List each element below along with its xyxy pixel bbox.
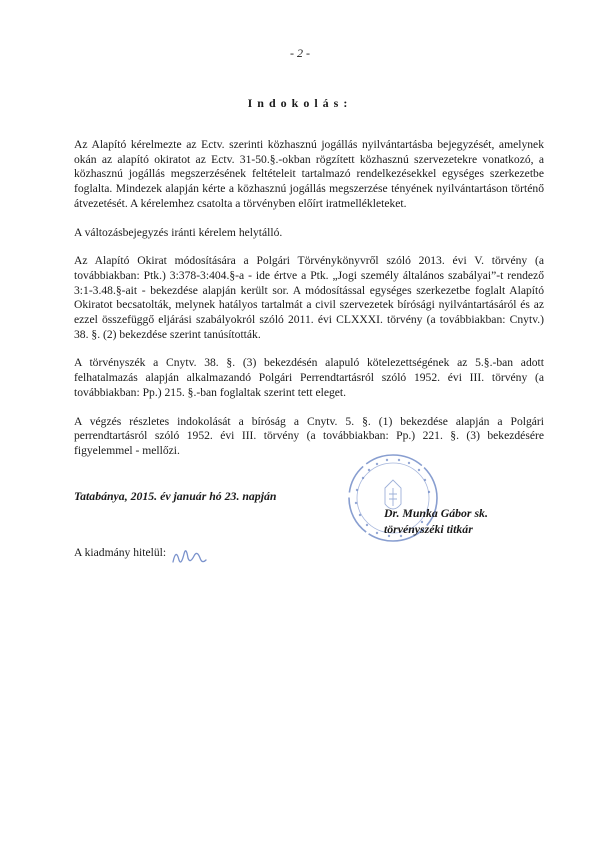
place-and-date: Tatabánya, 2015. év január hó 23. napján: [74, 489, 277, 503]
section-heading: Indokolás:: [247, 96, 353, 110]
paragraph-3: Az Alapító Okirat módosítására a Polgári Törvénykönyvről szóló 2013. évi V. törvény (a továbbiakban: Ptk.) 3:378-3:404.§-a - ide értve a Ptk. „Jogi személy általános szabályai”-t rendező 3:1-3.48.§-ait - bekezdése alapján került sor. A módosítással egységes szerkezetbe foglalt Alapító Okiratot becsatolták, melynek hatályos tartalmát a civil szervezetek bírósági nyilvántartásáról és az ezzel összefüggő eljárási szabályokról szóló 2011. évi CLXXXI. törvény (a továbbiakban: Cnytv.) 38. §. (2) bekezdése szerint tanúsították.: [74, 254, 544, 341]
paragraph-5: A végzés részletes indokolását a bíróság a Cnytv. 5. §. (1) bekezdése alapján a Polgári perrendtartásról szóló 1952. évi III. törvény (a továbbiakban: Pp.) 221. §. (3) bekezdésére figyelemmel - mellőzi.: [74, 414, 544, 457]
certified-copy-label: A kiadmány hitelül:: [74, 546, 167, 559]
handwritten-initials: [170, 542, 210, 568]
paragraph-4: A törvényszék a Cnytv. 38. §. (3) bekezdésén alapuló kötelezettségének az 5.§.-ban adott felhatalmazás alapján alkalmazandó Polgári Perrendtartásról szóló 1952. évi III. törvény (a továbbiakban: Pp.) 215. §.-ban foglaltak szerint tett eleget.: [74, 356, 544, 399]
paragraph-1: Az Alapító kérelmezte az Ectv. szerinti közhasznú jogállás nyilvántartásba bejegyzését, amelynek okán az alapító okiratot az Ectv. 31-50.§.-okban rögzített közhasznú szervezetekre vonatkozó, a közhasznú jogállás megszerzésének feltételeit tartalmazó rendelkezésekkel egységes szerkezetbe foglalta. Mindezek alapján kérte a közhasznú jogállás megszerzése tényének nyilvántartáson történő átvezetését. A kérelemhez csatolta a törvényben előírt iratmellékleteket.: [74, 138, 544, 210]
signer-name: Dr. Munka Gábor sk.: [384, 506, 488, 520]
signer-title: törvényszéki titkár: [384, 522, 473, 536]
paragraph-2: A változásbejegyzés iránti kérelem helytálló.: [74, 225, 283, 239]
page-number: - 2 -: [290, 46, 310, 60]
signature-block: [384, 505, 524, 537]
body-text: [74, 138, 544, 473]
